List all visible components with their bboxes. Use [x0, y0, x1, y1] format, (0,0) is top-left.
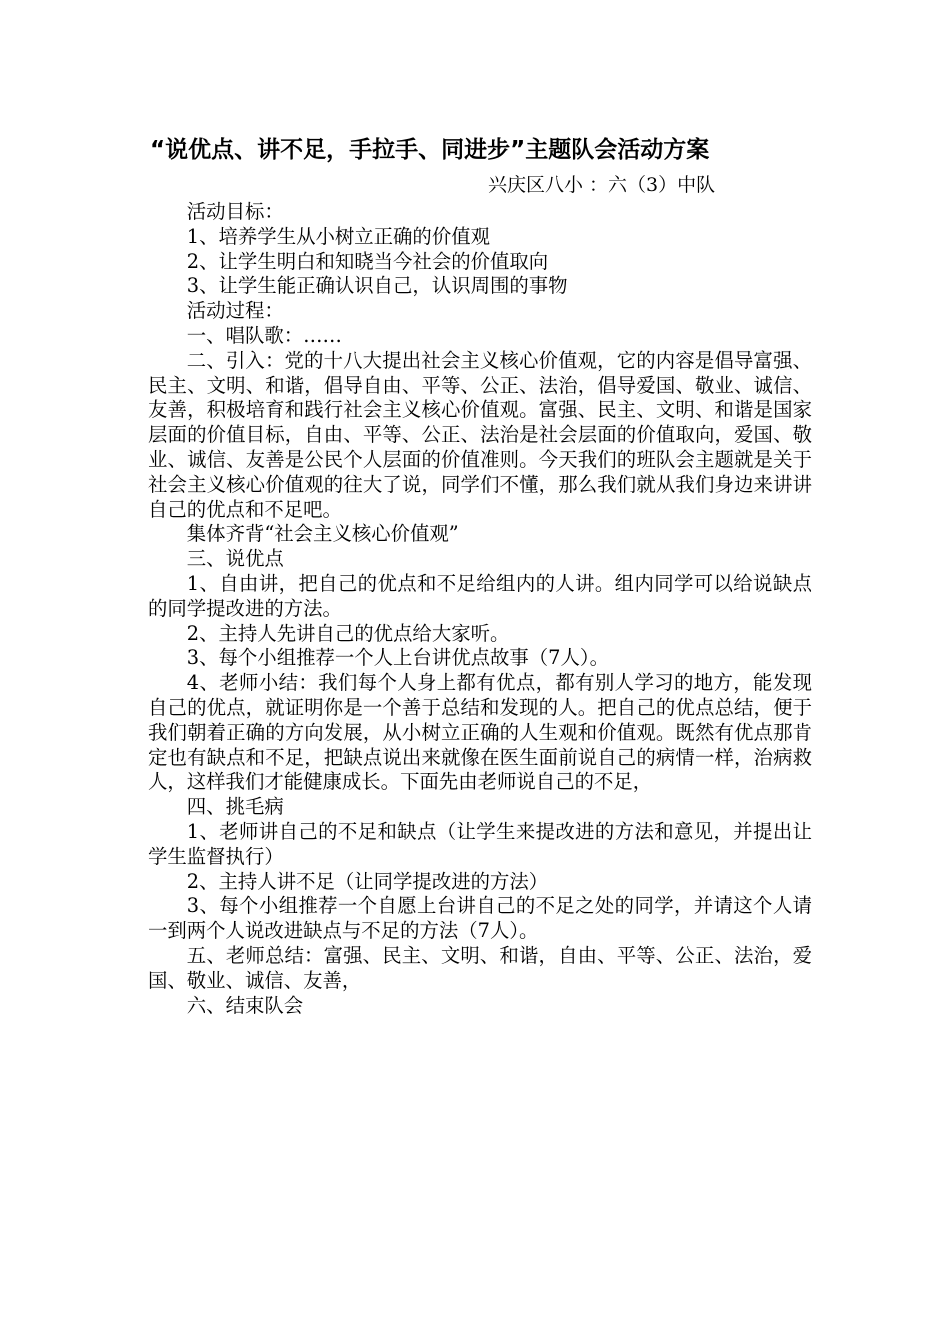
paragraph-section-3-item-2: 2、主持人先讲自己的优点给大家听。 — [186, 621, 510, 645]
paragraph-recite: 集体齐背“社会主义核心价值观” — [186, 522, 459, 546]
paragraph-section-4: 四、挑毛病 — [186, 795, 284, 819]
paragraph-goal-2: 2、让学生明白和知晓当今社会的价值取向 — [186, 249, 549, 273]
document-title: “说优点、讲不足，手拉手、同进步”主题队会活动方案 — [150, 137, 710, 163]
paragraph-section-1: 一、唱队歌：…… — [186, 323, 342, 347]
author-line: 兴庆区八小 ：六（3）中队 — [488, 174, 716, 196]
paragraph-section-4-item-3: 3、每个小组推荐一个自愿上台讲自己的不足之处的同学，并请这个人请一到两个人说改进缺点与不足的方法（7人）。 — [148, 894, 812, 943]
paragraph-section-6: 六、结束队会 — [186, 993, 304, 1017]
paragraph-section-3-item-3: 3、每个小组推荐一个人上台讲优点故事（7人）。 — [186, 646, 609, 670]
paragraph-section-4-item-1: 1、老师讲自己的不足和缺点（让学生来提改进的方法和意见，并提出让学生监督执行） — [148, 819, 812, 868]
paragraph-section-2: 二、引入：党的十八大提出社会主义核心价值观，它的内容是倡导富强、民主、文明、和谐，倡导自由、平等、公正、法治，倡导爱国、敬业、诚信、友善，积极培育和践行社会主义核心价值观。富强、民主、文明、和谐是国家层面的价值目标，自由、平等、公正、法治是社会层面的价值取向，爱国、敬业、诚信、友善是公民个人层面的价值准则。今天我们的班队会主题就是关于社会主义核心价值观的往大了说，同学们不懂，那么我们就从我们身边来讲讲自己的优点和不足吧。 — [148, 348, 812, 521]
paragraph-goal-3: 3、让学生能正确认识自己，认识周围的事物 — [186, 274, 568, 298]
paragraph-goal-1: 1、培养学生从小树立正确的价值观 — [186, 224, 490, 248]
paragraph-section-5: 五、老师总结：富强、民主、文明、和谐，自由、平等、公正、法治，爱国、敬业、诚信、友善， — [148, 943, 812, 992]
paragraph-section-3-item-4: 4、老师小结：我们每个人身上都有优点，都有别人学习的地方，能发现自己的优点，就证明你是一个善于总结和发现的人。把自己的优点总结，便于我们朝着正确的方向发展，从小树立正确的人生观和价值观。既然有优点那肯定也有缺点和不足，把缺点说出来就像在医生面前说自己的病情一样，治病救人，这样我们才能健康成长。下面先由老师说自己的不足， — [148, 671, 812, 794]
paragraph-section-3-item-1: 1、自由讲，把自己的优点和不足给组内的人讲。组内同学可以给说缺点的同学提改进的方法。 — [148, 571, 812, 620]
paragraph-goal-heading: 活动目标： — [186, 200, 284, 223]
document-body — [148, 200, 812, 1018]
paragraph-section-3: 三、说优点 — [186, 547, 284, 571]
paragraph-section-4-item-2: 2、主持人讲不足（让同学提改进的方法） — [186, 869, 549, 893]
paragraph-process-heading: 活动过程： — [186, 299, 284, 323]
